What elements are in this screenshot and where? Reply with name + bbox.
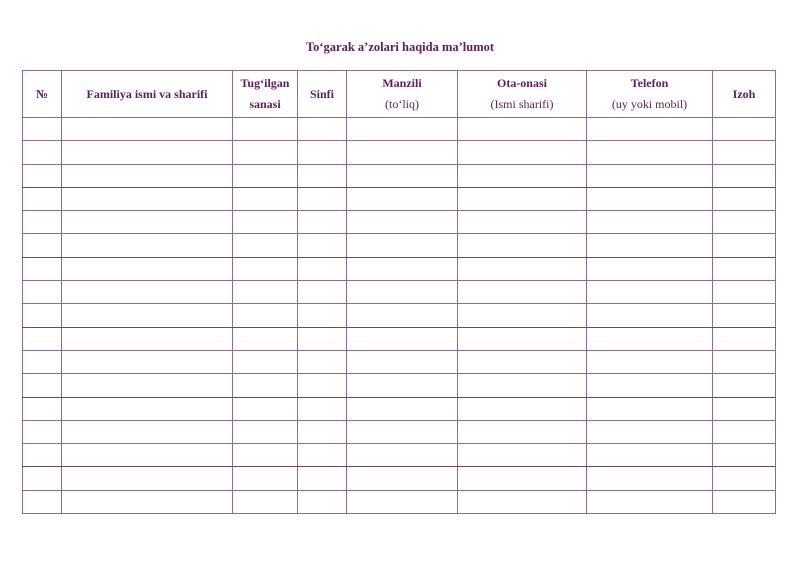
cell-parents <box>458 420 587 443</box>
cell-parents <box>458 187 587 210</box>
header-birth-date: Tug‘ilgan sanasi <box>233 71 298 118</box>
cell-notes <box>713 374 776 397</box>
cell-birth-date <box>233 304 298 327</box>
cell-full-name <box>62 187 233 210</box>
table-row <box>23 118 776 141</box>
cell-phone <box>587 304 713 327</box>
cell-number <box>23 444 62 467</box>
table-header-row <box>23 71 776 118</box>
cell-phone <box>587 211 713 234</box>
cell-address <box>347 141 458 164</box>
cell-phone <box>587 234 713 257</box>
header-class: Sinfi <box>298 71 347 118</box>
cell-number <box>23 350 62 373</box>
cell-parents <box>458 327 587 350</box>
cell-class <box>298 350 347 373</box>
cell-birth-date <box>233 397 298 420</box>
cell-full-name <box>62 281 233 304</box>
table-row <box>23 444 776 467</box>
cell-birth-date <box>233 187 298 210</box>
cell-phone <box>587 164 713 187</box>
cell-parents <box>458 234 587 257</box>
cell-notes <box>713 187 776 210</box>
cell-address <box>347 490 458 513</box>
cell-class <box>298 490 347 513</box>
cell-parents <box>458 211 587 234</box>
cell-number <box>23 420 62 443</box>
cell-number <box>23 374 62 397</box>
cell-notes <box>713 141 776 164</box>
table-row <box>23 327 776 350</box>
cell-notes <box>713 304 776 327</box>
cell-class <box>298 281 347 304</box>
table-row <box>23 374 776 397</box>
table-row <box>23 281 776 304</box>
cell-class <box>298 444 347 467</box>
header-parents: Ota-onasi (Ismi sharifi) <box>458 71 587 118</box>
cell-notes <box>713 420 776 443</box>
cell-notes <box>713 397 776 420</box>
cell-full-name <box>62 420 233 443</box>
header-phone: Telefon (uy yoki mobil) <box>587 71 713 118</box>
cell-address <box>347 281 458 304</box>
cell-class <box>298 327 347 350</box>
cell-address <box>347 374 458 397</box>
cell-notes <box>713 490 776 513</box>
cell-notes <box>713 164 776 187</box>
cell-address <box>347 420 458 443</box>
cell-number <box>23 327 62 350</box>
cell-full-name <box>62 397 233 420</box>
cell-parents <box>458 350 587 373</box>
cell-phone <box>587 187 713 210</box>
cell-birth-date <box>233 257 298 280</box>
cell-birth-date <box>233 234 298 257</box>
table-row <box>23 257 776 280</box>
cell-class <box>298 211 347 234</box>
cell-address <box>347 397 458 420</box>
cell-parents <box>458 164 587 187</box>
table-row <box>23 420 776 443</box>
cell-notes <box>713 350 776 373</box>
cell-address <box>347 164 458 187</box>
cell-class <box>298 397 347 420</box>
cell-notes <box>713 234 776 257</box>
table-row <box>23 304 776 327</box>
cell-parents <box>458 257 587 280</box>
cell-notes <box>713 281 776 304</box>
cell-parents <box>458 397 587 420</box>
table-row <box>23 187 776 210</box>
cell-notes <box>713 327 776 350</box>
cell-phone <box>587 467 713 490</box>
cell-parents <box>458 490 587 513</box>
document-title: To‘garak a’zolari haqida ma’lumot <box>305 40 495 54</box>
cell-address <box>347 467 458 490</box>
cell-full-name <box>62 257 233 280</box>
table-body <box>23 118 776 514</box>
header-full-name: Familiya ismi va sharifi <box>62 71 233 118</box>
table-row <box>23 467 776 490</box>
cell-phone <box>587 420 713 443</box>
cell-full-name <box>62 350 233 373</box>
cell-class <box>298 234 347 257</box>
cell-birth-date <box>233 211 298 234</box>
cell-address <box>347 118 458 141</box>
cell-full-name <box>62 118 233 141</box>
cell-full-name <box>62 467 233 490</box>
cell-full-name <box>62 141 233 164</box>
cell-number <box>23 164 62 187</box>
header-address: Manzili (to‘liq) <box>347 71 458 118</box>
cell-birth-date <box>233 420 298 443</box>
cell-notes <box>713 257 776 280</box>
cell-full-name <box>62 211 233 234</box>
cell-class <box>298 467 347 490</box>
cell-notes <box>713 118 776 141</box>
cell-parents <box>458 118 587 141</box>
cell-parents <box>458 281 587 304</box>
cell-phone <box>587 397 713 420</box>
cell-parents <box>458 304 587 327</box>
cell-parents <box>458 374 587 397</box>
cell-number <box>23 234 62 257</box>
cell-notes <box>713 211 776 234</box>
cell-phone <box>587 374 713 397</box>
cell-phone <box>587 257 713 280</box>
cell-birth-date <box>233 141 298 164</box>
cell-class <box>298 374 347 397</box>
cell-birth-date <box>233 281 298 304</box>
cell-class <box>298 164 347 187</box>
cell-phone <box>587 141 713 164</box>
cell-birth-date <box>233 350 298 373</box>
cell-address <box>347 444 458 467</box>
cell-address <box>347 257 458 280</box>
members-table <box>22 70 776 514</box>
cell-full-name <box>62 444 233 467</box>
cell-address <box>347 327 458 350</box>
cell-notes <box>713 444 776 467</box>
cell-birth-date <box>233 467 298 490</box>
cell-phone <box>587 444 713 467</box>
cell-phone <box>587 118 713 141</box>
cell-full-name <box>62 374 233 397</box>
table-row <box>23 164 776 187</box>
cell-number <box>23 118 62 141</box>
cell-number <box>23 467 62 490</box>
cell-address <box>347 211 458 234</box>
table-row <box>23 234 776 257</box>
cell-number <box>23 257 62 280</box>
cell-phone <box>587 490 713 513</box>
cell-full-name <box>62 304 233 327</box>
cell-notes <box>713 467 776 490</box>
cell-number <box>23 141 62 164</box>
cell-class <box>298 304 347 327</box>
cell-number <box>23 397 62 420</box>
cell-address <box>347 304 458 327</box>
cell-phone <box>587 281 713 304</box>
cell-birth-date <box>233 374 298 397</box>
cell-full-name <box>62 490 233 513</box>
cell-birth-date <box>233 164 298 187</box>
table-row <box>23 397 776 420</box>
cell-number <box>23 304 62 327</box>
cell-parents <box>458 467 587 490</box>
cell-birth-date <box>233 490 298 513</box>
cell-address <box>347 187 458 210</box>
cell-class <box>298 257 347 280</box>
cell-full-name <box>62 327 233 350</box>
cell-parents <box>458 444 587 467</box>
cell-class <box>298 141 347 164</box>
cell-number <box>23 211 62 234</box>
cell-phone <box>587 350 713 373</box>
cell-class <box>298 420 347 443</box>
cell-phone <box>587 327 713 350</box>
cell-parents <box>458 141 587 164</box>
cell-address <box>347 234 458 257</box>
cell-address <box>347 350 458 373</box>
cell-full-name <box>62 164 233 187</box>
cell-full-name <box>62 234 233 257</box>
table-row <box>23 350 776 373</box>
cell-class <box>298 187 347 210</box>
table-row <box>23 211 776 234</box>
cell-number <box>23 281 62 304</box>
cell-class <box>298 118 347 141</box>
cell-number <box>23 187 62 210</box>
cell-number <box>23 490 62 513</box>
header-notes: Izoh <box>713 71 776 118</box>
cell-birth-date <box>233 327 298 350</box>
cell-birth-date <box>233 118 298 141</box>
header-number: № <box>23 71 62 118</box>
table-row <box>23 490 776 513</box>
table-row <box>23 141 776 164</box>
cell-birth-date <box>233 444 298 467</box>
